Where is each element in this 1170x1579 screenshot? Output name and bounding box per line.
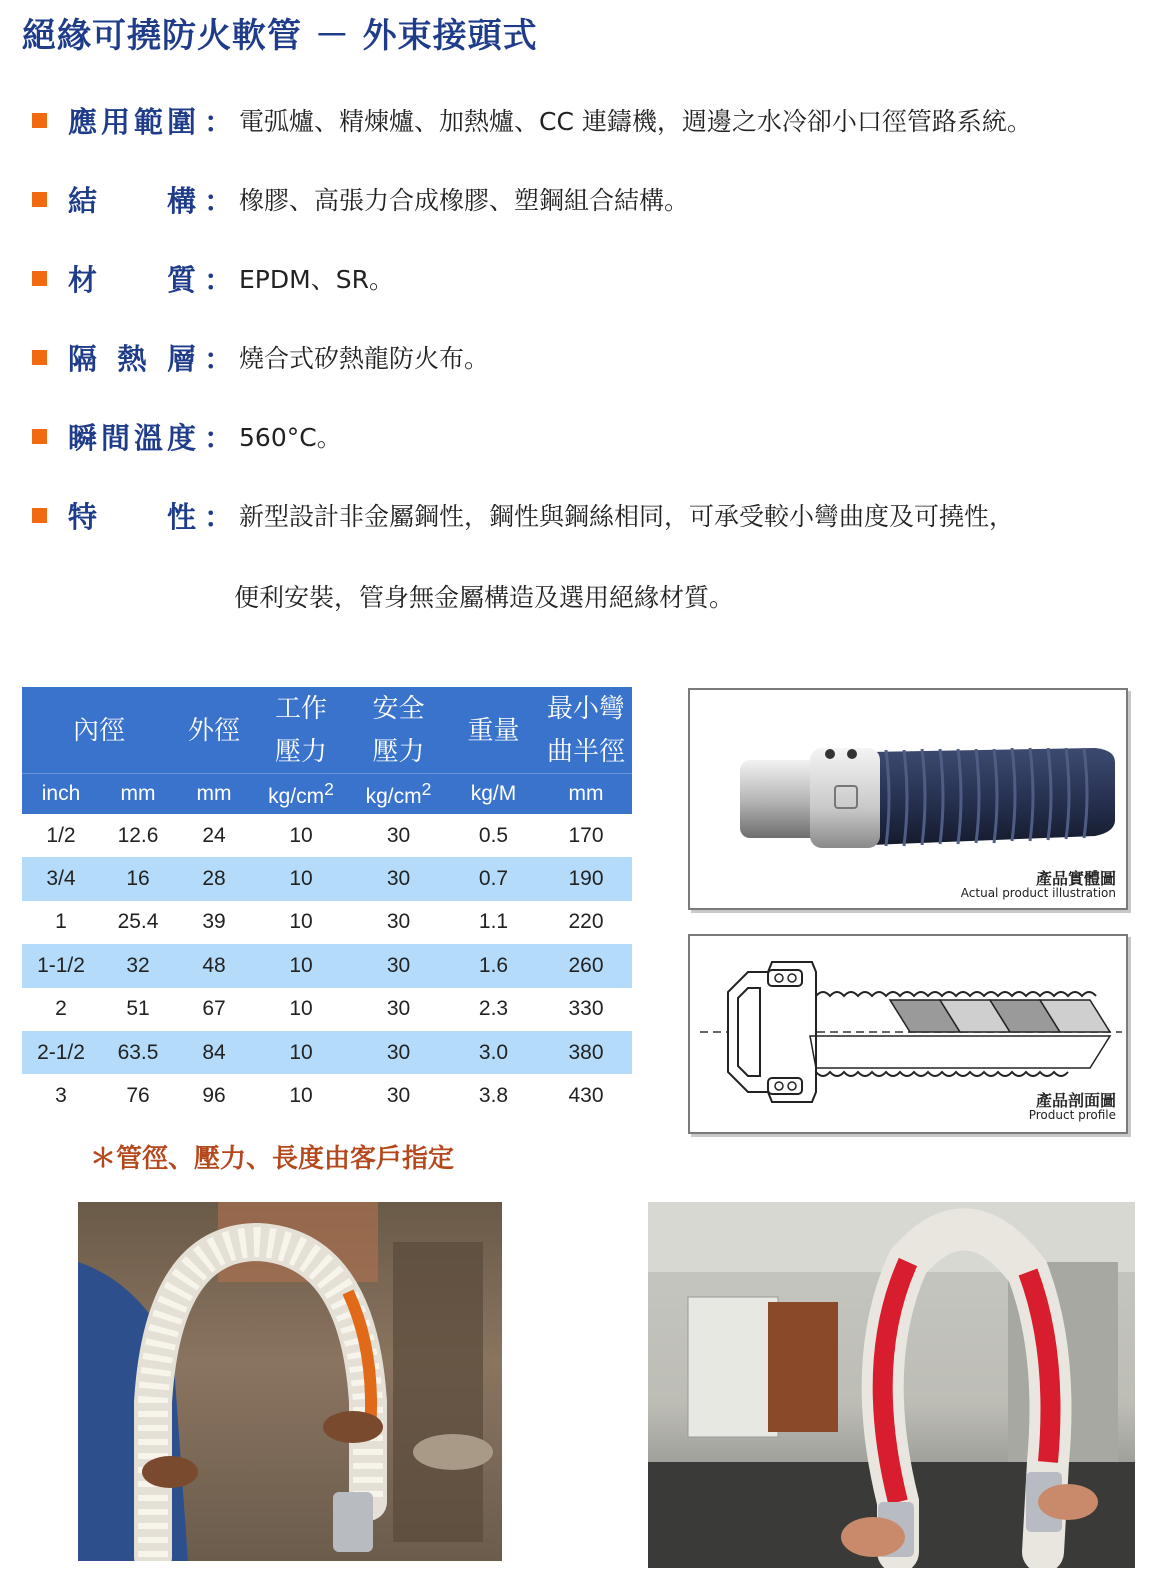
header-outer-diameter: 外徑 <box>176 687 252 774</box>
table-row <box>22 1074 632 1117</box>
spec-label: 應 用 範 圍 <box>68 104 196 139</box>
product-profile-caption-cn: 產品剖面圖 <box>1035 1091 1116 1110</box>
table-cell: 10 <box>252 1074 350 1117</box>
spec-item-features <box>32 495 1014 535</box>
spec-label: 隔 熱 層 <box>68 341 196 376</box>
table-cell: 16 <box>100 857 176 900</box>
table-cell: 0.7 <box>447 857 540 900</box>
spec-item-structure <box>32 179 689 219</box>
table-cell: 1-1/2 <box>22 944 100 987</box>
man-holding-hose-photo <box>78 1202 502 1561</box>
table-cell: 32 <box>100 944 176 987</box>
table-cell: 30 <box>350 814 447 857</box>
square-bullet-icon <box>32 271 47 286</box>
table-cell: 12.6 <box>100 814 176 857</box>
table-cell: 2 <box>22 988 100 1031</box>
table-body <box>22 814 632 1118</box>
colon: ： <box>204 104 234 139</box>
actual-product-caption-en: Actual product illustration <box>960 886 1116 900</box>
table-cell: 0.5 <box>447 814 540 857</box>
product-profile-figure <box>688 934 1128 1134</box>
table-cell: 10 <box>252 1031 350 1074</box>
table-header-row <box>22 687 632 774</box>
hose-demo-photo-1 <box>78 1202 502 1561</box>
table-row <box>22 857 632 900</box>
header-min-bend-radius: 最小彎 曲半徑 <box>540 687 632 774</box>
table-cell: 67 <box>176 988 252 1031</box>
unit-cell: inch <box>22 774 100 815</box>
table-cell: 220 <box>540 901 632 944</box>
table-unit-row <box>22 774 632 815</box>
table-cell: 190 <box>540 857 632 900</box>
spec-value: EPDM、SR。 <box>239 265 394 294</box>
factory-hose-photo <box>648 1202 1135 1568</box>
table-cell: 30 <box>350 944 447 987</box>
table-row <box>22 814 632 857</box>
table-cell: 3.0 <box>447 1031 540 1074</box>
spec-value: 新型設計非金屬鋼性，鋼性與鋼絲相同，可承受較小彎曲度及可撓性， <box>239 502 1015 531</box>
header-inner-diameter: 內徑 <box>22 687 176 774</box>
table-cell: 25.4 <box>100 901 176 944</box>
spec-item-material <box>32 258 394 298</box>
table-cell: 84 <box>176 1031 252 1074</box>
spec-value: 燒合式矽熱龍防火布。 <box>239 344 490 373</box>
square-bullet-icon <box>32 113 47 128</box>
table-cell: 48 <box>176 944 252 987</box>
unit-cell: $kg/cm^2$ <box>350 774 447 815</box>
table-cell: 30 <box>350 988 447 1031</box>
table-cell: 260 <box>540 944 632 987</box>
square-bullet-icon <box>32 192 47 207</box>
table-cell: 30 <box>350 1031 447 1074</box>
spec-label: 材 質 <box>68 262 196 297</box>
table-cell: 51 <box>100 988 176 1031</box>
specification-table <box>22 687 632 1118</box>
unit-cell: mm <box>540 774 632 815</box>
table-cell: 2-1/2 <box>22 1031 100 1074</box>
table-cell: 30 <box>350 901 447 944</box>
spec-label: 瞬 間 溫 度 <box>68 420 196 455</box>
spec-item-insulation <box>32 337 489 377</box>
table-cell: 10 <box>252 814 350 857</box>
unit-cell: mm <box>100 774 176 815</box>
table-cell: 10 <box>252 857 350 900</box>
product-profile-caption-en: Product profile <box>1028 1108 1116 1122</box>
table-cell: 10 <box>252 901 350 944</box>
hose-demo-photo-2 <box>648 1202 1135 1568</box>
square-bullet-icon <box>32 508 47 523</box>
table-cell: 24 <box>176 814 252 857</box>
table-cell: 30 <box>350 1074 447 1117</box>
header-safety-pressure: 安全 壓力 <box>350 687 447 774</box>
spec-continuation: 便利安裝，管身無金屬構造及選用絕緣材質。 <box>234 583 735 612</box>
table-cell: 96 <box>176 1074 252 1117</box>
table-cell: 3.8 <box>447 1074 540 1117</box>
colon: ： <box>204 499 234 534</box>
table-cell: 1/2 <box>22 814 100 857</box>
spec-item-application <box>32 100 1032 140</box>
spec-label: 特 性 <box>68 499 196 534</box>
table-cell: 10 <box>252 944 350 987</box>
square-bullet-icon <box>32 429 47 444</box>
table-row <box>22 1031 632 1074</box>
header-weight: 重量 <box>447 687 540 774</box>
colon: ： <box>204 183 234 218</box>
table-cell: 63.5 <box>100 1031 176 1074</box>
unit-cell: $kg/cm^2$ <box>252 774 350 815</box>
table-row <box>22 944 632 987</box>
table-row <box>22 901 632 944</box>
colon: ： <box>204 341 234 376</box>
custom-spec-note: ＊管徑、壓力、長度由客戶指定 <box>90 1144 455 1174</box>
colon: ： <box>204 262 234 297</box>
table-cell: 28 <box>176 857 252 900</box>
spec-value: 電弧爐、精煉爐、加熱爐、CC 連鑄機，週邊之水冷卻小口徑管路系統。 <box>239 107 1032 136</box>
table-cell: 430 <box>540 1074 632 1117</box>
table-cell: 170 <box>540 814 632 857</box>
actual-product-caption-cn: 產品實體圖 <box>1035 869 1116 888</box>
table-cell: 330 <box>540 988 632 1031</box>
header-working-pressure: 工作 壓力 <box>252 687 350 774</box>
table-cell: 76 <box>100 1074 176 1117</box>
table-row <box>22 988 632 1031</box>
unit-cell: kg/M <box>447 774 540 815</box>
table-cell: 1.6 <box>447 944 540 987</box>
table-cell: 2.3 <box>447 988 540 1031</box>
table-cell: 30 <box>350 857 447 900</box>
page-title: 絕緣可撓防火軟管 － 外束接頭式 <box>22 16 538 56</box>
spec-value: 橡膠、高張力合成橡膠、塑鋼組合結構。 <box>239 186 690 215</box>
spec-value: 560°C。 <box>239 423 342 452</box>
unit-cell: mm <box>176 774 252 815</box>
table-cell: 10 <box>252 988 350 1031</box>
actual-product-figure <box>688 688 1128 910</box>
table-cell: 39 <box>176 901 252 944</box>
table-cell: 1.1 <box>447 901 540 944</box>
colon: ： <box>204 420 234 455</box>
spec-label: 結 構 <box>68 183 196 218</box>
table-cell: 1 <box>22 901 100 944</box>
table-cell: 3 <box>22 1074 100 1117</box>
spec-item-temperature <box>32 416 342 456</box>
table-cell: 3/4 <box>22 857 100 900</box>
table-cell: 380 <box>540 1031 632 1074</box>
square-bullet-icon <box>32 350 47 365</box>
